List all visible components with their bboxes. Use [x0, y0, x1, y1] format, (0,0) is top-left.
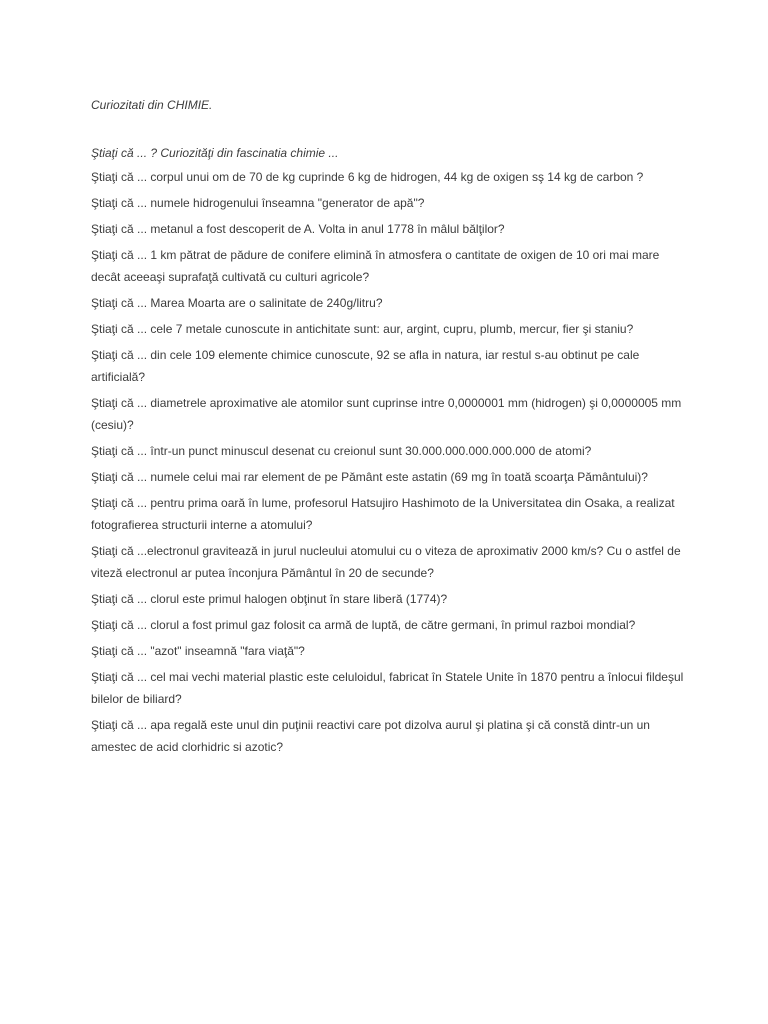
fact-paragraph: Ştiaţi că ... 1 km pătrat de pădure de conifere elimină în atmosfera o cantitate de oxigen de 10 ori mai mare decât aceeaşi suprafaţă cultivată cu culturi agricole? — [91, 248, 660, 284]
fact-paragraph: Ştiaţi că ... "azot" inseamnă "fara viaţă"? — [91, 644, 305, 658]
fact-paragraph: Ştiaţi că ... Marea Moarta are o salinitate de 240g/litru? — [91, 296, 383, 310]
document-page — [91, 94, 691, 762]
fact-paragraph: Ştiaţi că ... apa regală este unul din puţinii reactivi care pot dizolva aurul şi platina şi că constă dintr-un un amestec de acid clorhidric si azotic? — [91, 718, 650, 754]
fact-paragraph: Ştiaţi că ...electronul gravitează in jurul nucleului atomului cu o viteza de aproximativ 2000 km/s? Cu o astfel de viteză electronul ar putea înconjura Pământul în 20 de secunde? — [91, 544, 681, 580]
fact-paragraph: Ştiaţi că ... clorul este primul halogen obţinut în stare liberă (1774)? — [91, 592, 448, 606]
fact-paragraph: Ştiaţi că ... numele celui mai rar element de pe Pământ este astatin (69 mg în toată scoarţa Pământului)? — [91, 470, 648, 484]
fact-paragraph: Ştiaţi că ... diametrele aproximative ale atomilor sunt cuprinse intre 0,0000001 mm (hidrogen) şi 0,0000005 mm (cesiu)? — [91, 396, 682, 432]
fact-paragraph: Ştiaţi că ... pentru prima oară în lume, profesorul Hatsujiro Hashimoto de la Universitatea din Osaka, a realizat fotografierea structurii interne a atomului? — [91, 496, 675, 532]
fact-paragraph: Ştiaţi că ... corpul unui om de 70 de kg cuprinde 6 kg de hidrogen, 44 kg de oxigen sş 14 kg de carbon ? — [91, 170, 644, 184]
fact-paragraph: Ştiaţi că ... cel mai vechi material plastic este celuloidul, fabricat în Statele Unite în 1870 pentru a înlocui fildeşul bilelor de biliard? — [91, 670, 684, 706]
fact-paragraph: Ştiaţi că ... cele 7 metale cunoscute in antichitate sunt: aur, argint, cupru, plumb, mercur, fier şi staniu? — [91, 322, 634, 336]
fact-paragraph: Ştiaţi că ... într-un punct minuscul desenat cu creionul sunt 30.000.000.000.000.000 de atomi? — [91, 444, 592, 458]
fact-paragraph: Ştiaţi că ... numele hidrogenului înseamna "generator de apă"? — [91, 196, 425, 210]
fact-paragraph: Ştiaţi că ... metanul a fost descoperit de A. Volta in anul 1778 în mâlul bălţilor? — [91, 222, 505, 236]
fact-paragraph: Ştiaţi că ... din cele 109 elemente chimice cunoscute, 92 se afla in natura, iar restul s-au obtinut pe cale artificială? — [91, 348, 640, 384]
fact-paragraph: Ştiaţi că ... clorul a fost primul gaz folosit ca armă de luptă, de către germani, în primul razboi mondial? — [91, 618, 636, 632]
document-subtitle: Ştiaţi că ... ? Curiozităţi din fascinatia chimie ... — [91, 146, 339, 160]
document-title: Curiozitati din CHIMIE. — [91, 98, 213, 112]
